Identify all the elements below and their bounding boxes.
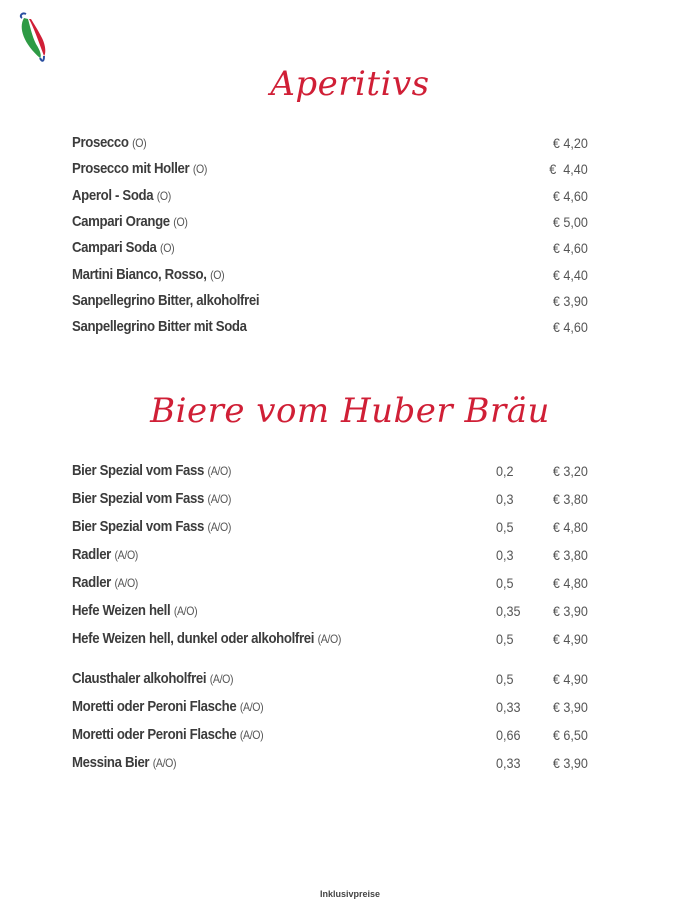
item-price: € 3,90	[552, 603, 588, 619]
item-name: Campari Soda (O)	[72, 239, 175, 256]
item-price: € 4,60	[552, 240, 588, 256]
item-price: € 4,60	[552, 319, 588, 335]
menu-item	[72, 266, 592, 288]
item-name: Aperol - Soda (O)	[72, 187, 171, 204]
chili-pepper-logo	[14, 10, 54, 66]
menu-item	[72, 318, 592, 340]
item-size: 0,33	[496, 755, 521, 771]
menu-item	[72, 213, 592, 235]
item-size: 0,35	[496, 603, 521, 619]
item-price: € 4,20	[552, 135, 588, 151]
menu-item	[72, 546, 592, 568]
allergen-code: (O)	[210, 268, 225, 282]
item-name: Bier Spezial vom Fass (A/O)	[72, 462, 232, 479]
allergen-code: (O)	[132, 136, 147, 150]
allergen-code: (O)	[192, 162, 208, 176]
item-name: Moretti oder Peroni Flasche (A/O)	[72, 726, 264, 743]
item-name: Moretti oder Peroni Flasche (A/O)	[72, 698, 264, 715]
menu-item	[72, 518, 592, 540]
allergen-code: (A/O)	[114, 576, 138, 590]
section-title-aperitivs: Aperitivs	[270, 64, 430, 104]
item-name: Clausthaler alkoholfrei (A/O)	[72, 670, 234, 687]
allergen-code: (A/O)	[173, 604, 198, 618]
item-name: Bier Spezial vom Fass (A/O)	[72, 518, 232, 535]
allergen-code: (A/O)	[239, 728, 264, 742]
item-price: € 3,90	[552, 293, 588, 309]
item-name: Sanpellegrino Bitter, alkoholfrei	[72, 292, 260, 309]
allergen-code: (A/O)	[239, 700, 264, 714]
item-size: 0,2	[496, 463, 514, 479]
item-price: € 5,00	[552, 214, 588, 230]
allergen-code: (O)	[160, 241, 175, 255]
menu-item	[72, 134, 592, 156]
menu-item	[72, 602, 592, 624]
item-size: 0,5	[496, 519, 514, 535]
chili-pepper-icon	[14, 10, 54, 66]
section-title-biere: Biere vom Huber Bräu	[150, 391, 550, 431]
allergen-code: (A/O)	[207, 464, 232, 478]
item-price: € 3,90	[552, 699, 588, 715]
item-price: € 4,80	[552, 519, 588, 535]
item-price: € 4,40	[552, 267, 588, 283]
allergen-code: (O)	[156, 189, 171, 203]
item-name: Prosecco mit Holler (O)	[72, 160, 208, 177]
allergen-code: (A/O)	[209, 672, 234, 686]
menu-item	[72, 698, 592, 720]
item-price: € 4,40	[549, 161, 588, 177]
menu-item	[72, 462, 592, 484]
menu-item	[72, 239, 592, 261]
item-price: € 4,80	[552, 575, 588, 591]
item-price: € 6,50	[552, 727, 588, 743]
item-price: € 3,80	[552, 547, 588, 563]
item-price: € 4,90	[552, 631, 588, 647]
item-size: 0,66	[496, 727, 521, 743]
allergen-code: (A/O)	[317, 632, 342, 646]
item-name: Hefe Weizen hell, dunkel oder alkoholfrei (A/O)	[72, 630, 342, 647]
menu-item	[72, 670, 592, 692]
item-name: Campari Orange (O)	[72, 213, 188, 230]
item-name: Radler (A/O)	[72, 546, 138, 563]
allergen-code: (O)	[173, 215, 188, 229]
footer-note: Inklusivpreise	[319, 889, 381, 899]
item-size: 0,5	[496, 671, 514, 687]
item-name: Hefe Weizen hell (A/O)	[72, 602, 198, 619]
menu-item	[72, 574, 592, 596]
allergen-code: (A/O)	[207, 492, 232, 506]
item-name: Radler (A/O)	[72, 574, 138, 591]
menu-item	[72, 490, 592, 512]
item-price: € 4,90	[552, 671, 588, 687]
item-size: 0,3	[496, 547, 514, 563]
menu-item	[72, 726, 592, 748]
item-size: 0,5	[496, 575, 514, 591]
item-name: Bier Spezial vom Fass (A/O)	[72, 490, 232, 507]
item-price: € 3,20	[552, 463, 588, 479]
item-size: 0,33	[496, 699, 521, 715]
item-name: Prosecco (O)	[72, 134, 147, 151]
menu-item	[72, 187, 592, 209]
item-price: € 4,60	[552, 188, 588, 204]
item-name: Martini Bianco, Rosso, (O)	[72, 266, 225, 283]
item-name: Sanpellegrino Bitter mit Soda	[72, 318, 247, 335]
allergen-code: (A/O)	[114, 548, 138, 562]
menu-item	[72, 160, 592, 182]
item-price: € 3,80	[552, 491, 588, 507]
item-price: € 3,90	[552, 755, 588, 771]
item-size: 0,3	[496, 491, 514, 507]
allergen-code: (A/O)	[207, 520, 232, 534]
menu-item	[72, 630, 592, 652]
item-name: Messina Bier (A/O)	[72, 754, 177, 771]
menu-item	[72, 292, 592, 314]
allergen-code: (A/O)	[152, 756, 177, 770]
item-size: 0,5	[496, 631, 514, 647]
menu-item	[72, 754, 592, 776]
